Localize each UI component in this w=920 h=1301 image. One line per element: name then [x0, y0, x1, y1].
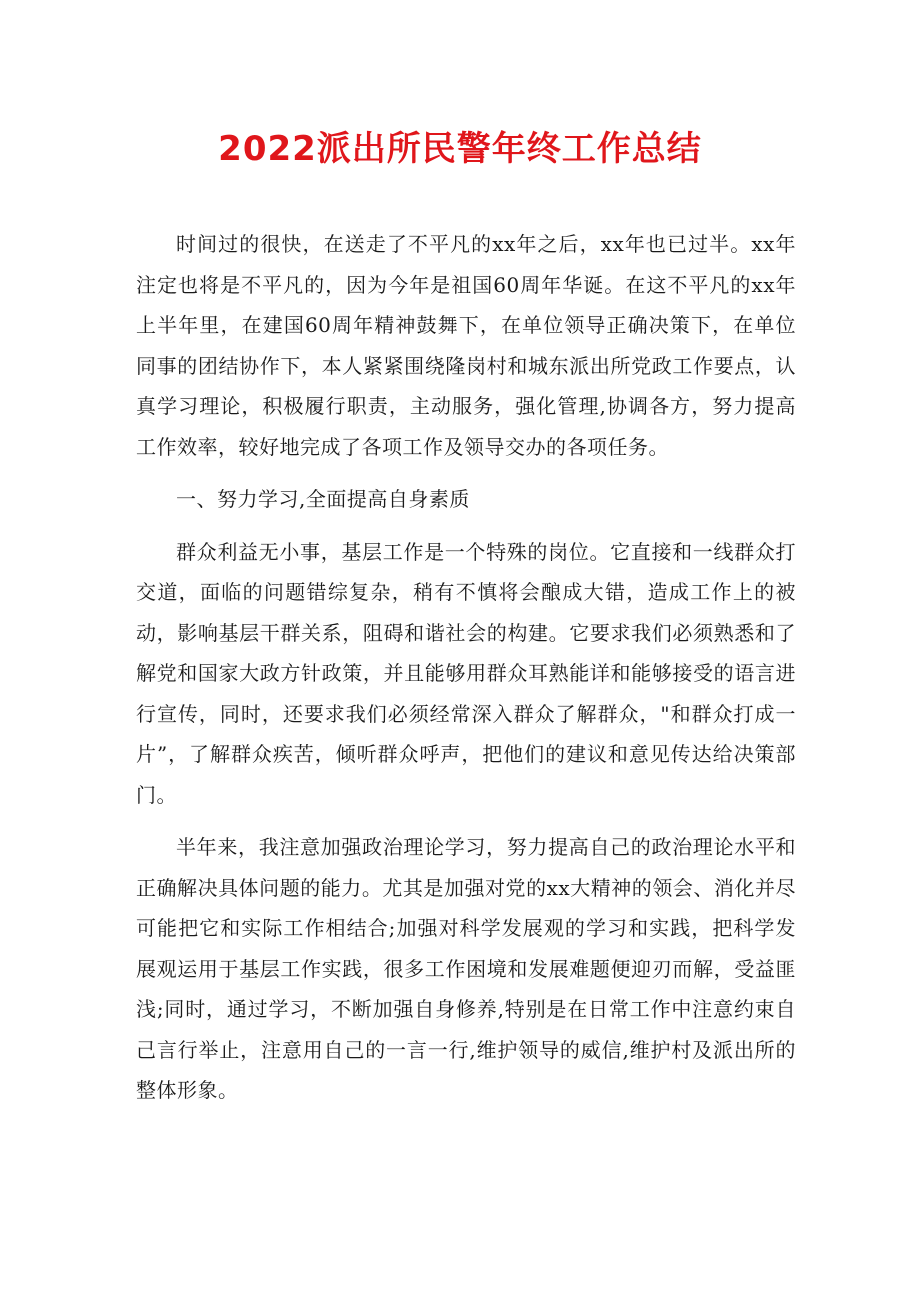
- paragraph-grassroots-work: 群众利益无小事，基层工作是一个特殊的岗位。它直接和一线群众打交道，面临的问题错综复杂，稍有不慎将会酿成大错，造成工作上的被动，影响基层干群关系，阻碍和谐社会的构建。它要求我们必须熟悉和了解党和国家大政方针政策，并且能够用群众耳熟能详和能够接受的语言进行宣传，同时，还要求我们必须经常深入群众了解群众，"和群众打成一片”，了解群众疾苦，倾听群众呼声，把他们的建议和意见传达给决策部门。: [136, 539, 796, 807]
- document-body: [136, 224, 796, 1111]
- paragraph-spacer: [136, 520, 796, 532]
- paragraph-spacer: [136, 815, 796, 827]
- document-title: 2022派出所民警年终工作总结: [218, 129, 702, 169]
- paragraph-intro: 时间过的很快，在送走了不平凡的xx年之后，xx年也已过半。xx年注定也将是不平凡的，因为今年是祖国60周年华诞。在这不平凡的xx年上半年里，在建国60周年精神鼓舞下，在单位领导正确决策下，在单位同事的团结协作下，本人紧紧围绕隆岗村和城东派出所党政工作要点，认真学习理论，积极履行职责，主动服务，强化管理,协调各方，努力提高工作效率，较好地完成了各项工作及领导交办的各项任务。: [136, 232, 796, 459]
- paragraph-political-study: 半年来，我注意加强政治理论学习，努力提高自己的政治理论水平和正确解决具体问题的能力。尤其是加强对党的xx大精神的领会、消化并尽可能把它和实际工作相结合;加强对科学发展观的学习和实践，把科学发展观运用于基层工作实践，很多工作困境和发展难题便迎刃而解，受益匪浅;同时，通过学习，不断加强自身修养,特别是在日常工作中注意约束自己言行举止，注意用自己的一言一行,维护领导的威信,维护村及派出所的整体形象。: [136, 835, 796, 1102]
- section-heading-study: 一、努力学习,全面提高自身素质: [176, 487, 470, 511]
- paragraph-spacer: [136, 467, 796, 479]
